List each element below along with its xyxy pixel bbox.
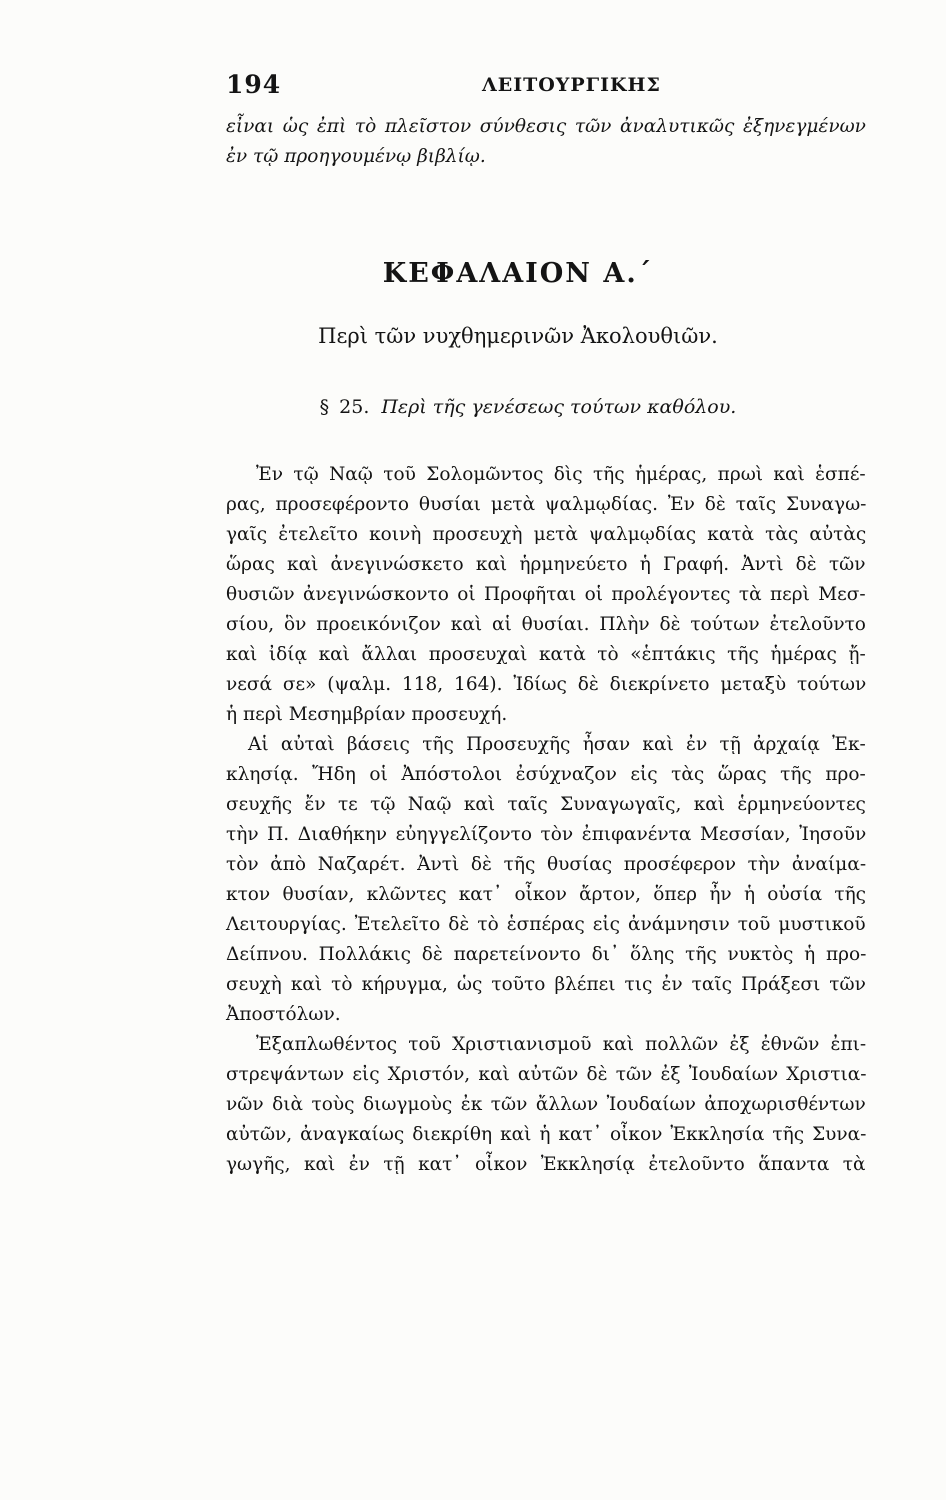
section-mark: § [319, 396, 330, 418]
paragraph-line: σευχὴ καὶ τὸ κήρυγμα, ὡς τοῦτο βλέπει τις ἐν ταῖς Πράξεσι τῶν [226, 974, 866, 995]
section-heading [0, 396, 946, 418]
paragraph-line: τὴν Π. Διαθήκην εὐηγγελίζοντο τὸν ἐπιφανέντα Μεσσίαν, Ἰησοῦν [226, 824, 867, 845]
page-header [226, 70, 661, 102]
paragraph-line: νῶν διὰ τοὺς διωγμοὺς ἐκ τῶν ἄλλων Ἰουδαίων ἀποχωρισθέντων [226, 1094, 866, 1115]
paragraph-line: καὶ ἰδίᾳ καὶ ἄλλαι προσευχαὶ κατὰ τὸ «ἑπτάκις τῆς ἡμέρας ᾔ- [226, 644, 866, 665]
intro-text [226, 112, 866, 172]
paragraph-line: ρας, προσεφέροντο θυσίαι μετὰ ψαλμῳδίας. Ἐν δὲ ταῖς Συναγω- [226, 494, 867, 515]
running-head: ΛΕΙΤΟΥΡΓΙΚΗΣ [482, 74, 661, 96]
paragraph-line: Ἐξαπλωθέντος τοῦ Χριστιανισμοῦ καὶ πολλῶν ἐξ ἐθνῶν ἐπι- [256, 1034, 867, 1055]
chapter-subtitle: Περὶ τῶν νυχθημερινῶν Ἀκολουθιῶν. [318, 324, 718, 348]
paragraph-line: στρεψάντων εἰς Χριστόν, καὶ αὐτῶν δὲ τῶν ἐξ Ἰουδαίων Χριστια- [226, 1064, 867, 1085]
paragraph-line: Λειτουργίας. Ἐτελεῖτο δὲ τὸ ἑσπέρας εἰς ἀνάμνησιν τοῦ μυστικοῦ [226, 914, 866, 935]
page-number: 194 [226, 70, 282, 99]
paragraph-line: ἡ περὶ Μεσημβρίαν προσευχή. [226, 704, 508, 725]
paragraph-line: Δείπνου. Πολλάκις δὲ παρετείνοντο δι᾽ ὅλης τῆς νυκτὸς ἡ προ- [226, 944, 867, 965]
paragraph-line: κτον θυσίαν, κλῶντες κατ᾽ οἶκον ἄρτον, ὅπερ ἦν ἡ οὐσία τῆς [226, 884, 867, 905]
body-text [226, 460, 866, 1180]
paragraph-line: κλησίᾳ. Ἤδη οἱ Ἀπόστολοι ἐσύχναζον εἰς τὰς ὥρας τῆς προ- [226, 764, 866, 785]
paragraph-line: γαῖς ἐτελεῖτο κοινὴ προσευχὴ μετὰ ψαλμῳδίας κατὰ τὰς αὐτὰς [226, 524, 867, 545]
paragraph-line: Αἱ αὐταὶ βάσεις τῆς Προσευχῆς ἦσαν καὶ ἐν τῇ ἀρχαίᾳ Ἐκ- [248, 734, 866, 755]
intro-line: ἐν τῷ προηγουμένῳ βιβλίῳ. [226, 146, 486, 167]
section-title: Περὶ τῆς γενέσεως τούτων καθόλου. [381, 396, 737, 418]
paragraph-line: Ἐν τῷ Ναῷ τοῦ Σολομῶντος δὶς τῆς ἡμέρας, πρωὶ καὶ ἑσπέ- [256, 464, 866, 485]
chapter-title: ΚΕΦΑΛΑΙΟΝ Α.΄ [382, 258, 654, 289]
paragraph-line: ὥρας καὶ ἀνεγινώσκετο καὶ ἡρμηνεύετο ἡ Γραφή. Ἀντὶ δὲ τῶν [226, 554, 866, 575]
paragraph-line: θυσιῶν ἀνεγινώσκοντο οἱ Προφῆται οἱ προλέγοντες τὰ περὶ Μεσ- [226, 584, 866, 605]
intro-line: εἶναι ὡς ἐπὶ τὸ πλεῖστον σύνθεσις τῶν ἀναλυτικῶς ἐξηνεγμένων [226, 116, 866, 137]
paragraph-line: Ἀποστόλων. [226, 1004, 341, 1025]
paragraph-line: σίου, ὃν προεικόνιζον καὶ αἱ θυσίαι. Πλὴν δὲ τούτων ἐτελοῦντο [226, 614, 866, 635]
paragraph-line: γωγῆς, καὶ ἐν τῇ κατ᾽ οἶκον Ἐκκλησίᾳ ἐτελοῦντο ἅπαντα τὰ [226, 1154, 866, 1175]
paragraph-line: νεσά σε» (ψαλμ. 118, 164). Ἰδίως δὲ διεκρίνετο μεταξὺ τούτων [226, 674, 867, 695]
paragraph-line: σευχῆς ἔν τε τῷ Ναῷ καὶ ταῖς Συναγωγαῖς, καὶ ἑρμηνεύοντες [226, 794, 866, 815]
paragraph-line: τὸν ἀπὸ Ναζαρέτ. Ἀντὶ δὲ τῆς θυσίας προσέφερον τὴν ἀναίμα- [226, 854, 867, 875]
section-number: 25. [339, 396, 370, 418]
paragraph-line: αὐτῶν, ἀναγκαίως διεκρίθη καὶ ἡ κατ᾽ οἶκον Ἐκκλησία τῆς Συνα- [226, 1124, 867, 1145]
